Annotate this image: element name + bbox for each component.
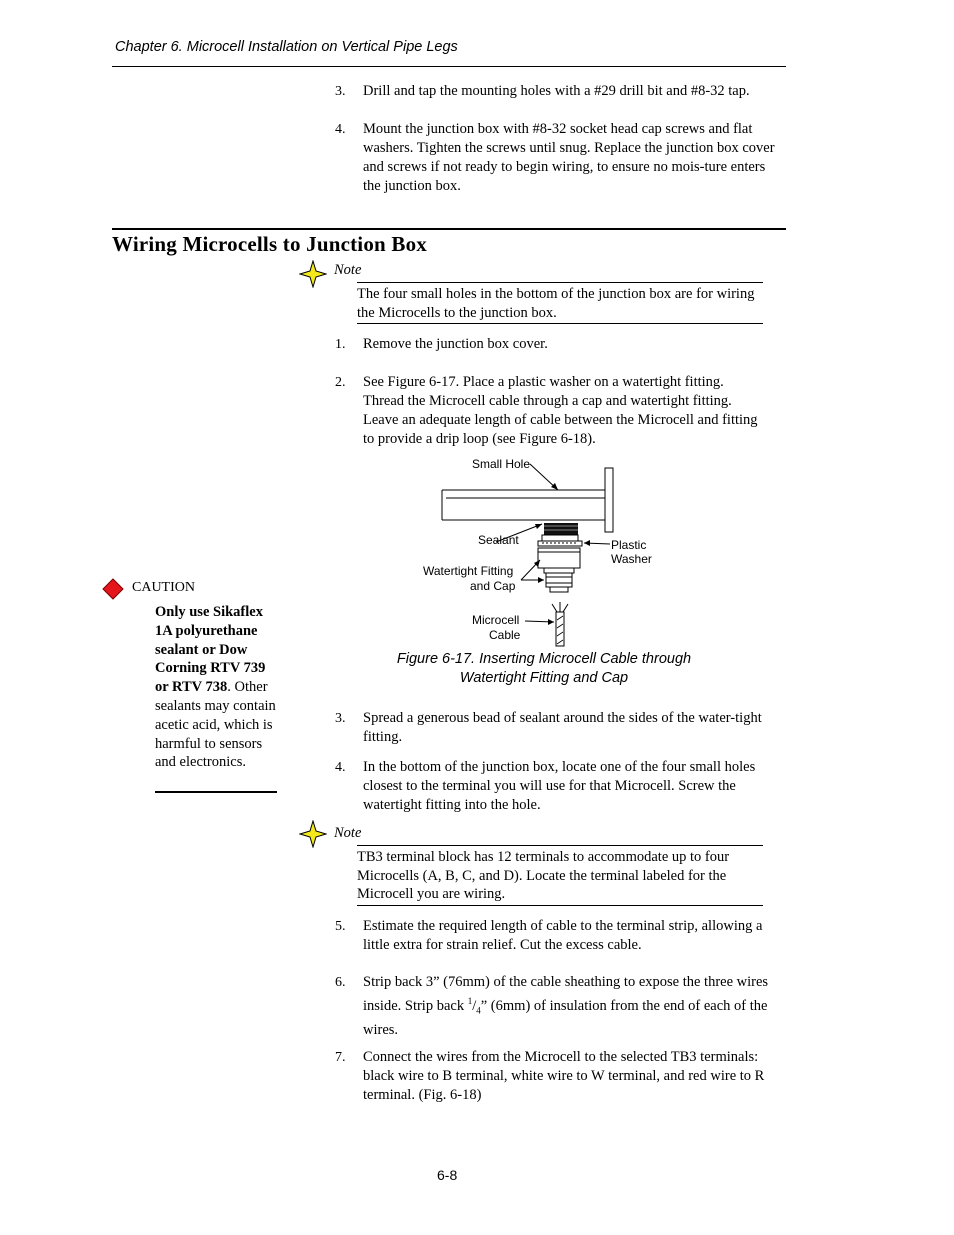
step-number: 1. [335, 337, 346, 352]
label-washer: Washer [611, 552, 652, 566]
label-plastic: Plastic [611, 538, 647, 552]
note-label: Note [334, 825, 362, 841]
step-text: Mount the junction box with #8-32 socket head cap screws and flat washers. Tighten the screws until snug. Replace the junction box cover and screws if not ready to begin wiring, to ensure no mois-ture enters the junction box. [363, 121, 775, 194]
note-text: The four small holes in the bottom of the junction box are for wiring the Microcells to the junction box. [357, 286, 755, 321]
step-number: 2. [335, 375, 346, 390]
fitting-cap [546, 573, 572, 587]
label-sealant: Sealant [478, 533, 519, 547]
page-number: 6-8 [437, 1167, 458, 1183]
section-title: Wiring Microcells to Junction Box [112, 232, 427, 256]
caution-diamond-icon [102, 578, 124, 600]
step-number: 5. [335, 919, 346, 934]
caution-label: CAUTION [132, 580, 195, 595]
note-top-rule [357, 845, 763, 846]
label-small-hole: Small Hole [472, 457, 531, 471]
caution-rule [155, 791, 277, 793]
fraction-denominator: 4 [476, 1005, 481, 1016]
caution-bold-text: Only use Sikaflex 1A polyurethane sealant or Dow Corning RTV 739 or RTV 738 [155, 604, 266, 696]
note-star-icon [299, 820, 327, 848]
sealant [544, 523, 578, 535]
section-rule [112, 228, 786, 230]
label-and-cap: and Cap [470, 579, 516, 593]
note-text: TB3 terminal block has 12 terminals to accommodate up to four Microcells (A, B, C, and D). Locate the terminal labeled for the Microcell you are wiring. [357, 849, 730, 902]
step-number: 3. [335, 84, 346, 99]
note-top-rule [357, 282, 763, 283]
label-cable: Cable [489, 628, 521, 642]
figure-caption-line1: Figure 6-17. Inserting Microcell Cable through [396, 651, 692, 667]
step-number: 7. [335, 1050, 346, 1065]
note-bottom-rule [357, 323, 763, 324]
note-bottom-rule [357, 905, 763, 906]
step-text: In the bottom of the junction box, locate one of the four small holes closest to the terminal you will use for that Microcell. Screw the watertight fitting into the hole. [363, 759, 756, 813]
header-rule [112, 66, 786, 67]
step-text: See Figure 6-17. Place a plastic washer on a watertight fitting. Thread the Microcell cable through a cap and watertight fitting. Leave an adequate length of cable between the Microcell and fitting to provide a drip loop (see Figure 6-18). [363, 374, 758, 447]
chapter-header: Chapter 6. Microcell Installation on Vertical Pipe Legs [115, 39, 458, 55]
step-text: Spread a generous bead of sealant around the sides of the water-tight fitting. [363, 710, 762, 745]
step-text: Strip back 3” (76mm) of the cable sheathing to expose the three wires inside. Strip back $^1/_4$” (6mm) of insulation from the end of each of the wires. [363, 974, 769, 1038]
step-number: 4. [335, 760, 346, 775]
step-text: Drill and tap the mounting holes with a #29 drill bit and #8-32 tap. [363, 83, 750, 99]
step-number: 4. [335, 122, 346, 137]
caution-rest-text: . Other sealants may contain acetic acid, which is harmful to sensors and electronics. [155, 679, 276, 771]
step-number: 6. [335, 975, 346, 990]
note-label: Note [334, 262, 362, 278]
step-number: 3. [335, 711, 346, 726]
step-text-part-a: Strip back 3” (76mm) of the cable sheathing to expose the three wires inside. Strip back [363, 974, 769, 1014]
label-watertight-fitting: Watertight Fitting [423, 564, 514, 578]
step-text: Estimate the required length of cable to the terminal strip, allowing a little extra for strain relief. Cut the excess cable. [363, 918, 763, 953]
microcell-cable [556, 612, 564, 646]
junction-box-wall [442, 490, 605, 520]
label-microcell: Microcell [472, 613, 520, 627]
watertight-fitting [538, 548, 580, 568]
step-text: Connect the wires from the Microcell to the selected TB3 terminals: black wire to B terminal, white wire to W terminal, and red wire to R terminal. (Fig. 6-18) [363, 1049, 765, 1103]
figure-caption-line2: Watertight Fitting and Cap [459, 670, 629, 686]
step-text-part-b: ” (6mm) of insulation from the end of each of the wires. [363, 997, 768, 1038]
step-text: Remove the junction box cover. [363, 336, 548, 352]
fraction-numerator: 1 [467, 996, 473, 1006]
caution-text [155, 603, 277, 772]
junction-box-side [605, 468, 613, 532]
note-star-icon [299, 260, 327, 288]
